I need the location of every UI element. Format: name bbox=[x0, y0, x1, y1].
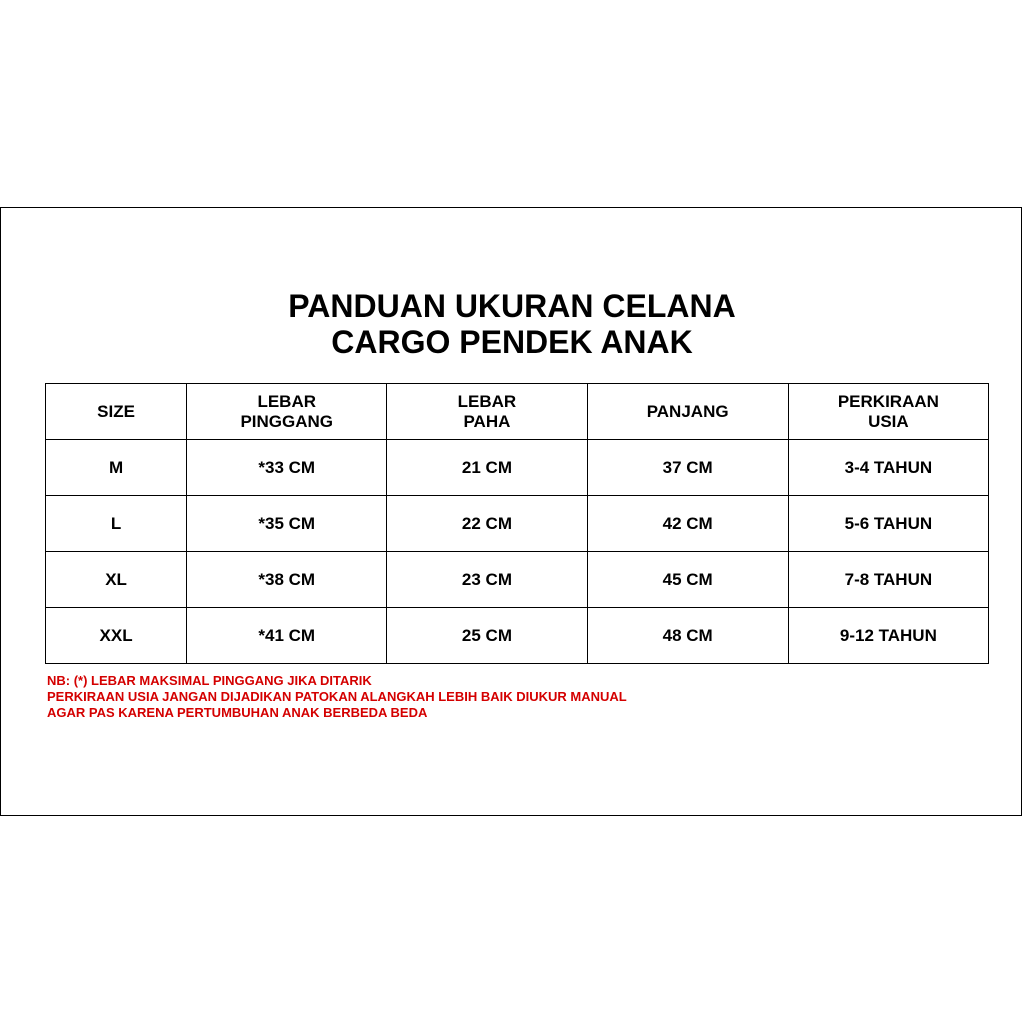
header-thigh-width-line-2: PAHA bbox=[463, 411, 511, 431]
cell-waist-width: *33 CM bbox=[187, 440, 387, 496]
header-estimated-age bbox=[788, 384, 988, 440]
table-row bbox=[46, 440, 989, 496]
cell-length: 37 CM bbox=[587, 440, 788, 496]
footnote-line-1: NB: (*) LEBAR MAKSIMAL PINGGANG JIKA DITARIK bbox=[47, 673, 372, 688]
header-thigh-width-line-1: LEBAR bbox=[457, 391, 517, 411]
table-row bbox=[46, 552, 989, 608]
title-line-1: PANDUAN UKURAN CELANA bbox=[288, 288, 736, 324]
header-estimated-age-line-1: PERKIRAAN bbox=[837, 391, 939, 411]
cell-estimated-age: 3-4 TAHUN bbox=[788, 440, 988, 496]
cell-waist-width: *38 CM bbox=[187, 552, 387, 608]
table-row bbox=[46, 496, 989, 552]
cell-length: 45 CM bbox=[587, 552, 788, 608]
table-header-row bbox=[46, 384, 989, 440]
header-length-text: PANJANG bbox=[646, 401, 729, 421]
cell-size: XXL bbox=[46, 608, 187, 664]
cell-estimated-age: 5-6 TAHUN bbox=[788, 496, 988, 552]
title-line-2: CARGO PENDEK ANAK bbox=[331, 324, 693, 360]
cell-size: M bbox=[46, 440, 187, 496]
cell-thigh-width: 21 CM bbox=[387, 440, 587, 496]
cell-thigh-width: 25 CM bbox=[387, 608, 587, 664]
header-waist-width-line-1: LEBAR bbox=[257, 391, 317, 411]
cell-waist-width: *35 CM bbox=[187, 496, 387, 552]
header-size-text: SIZE bbox=[97, 401, 135, 421]
page-title bbox=[0, 288, 1024, 360]
header-thigh-width bbox=[387, 384, 587, 440]
header-size bbox=[46, 384, 187, 440]
size-table bbox=[45, 383, 989, 664]
cell-estimated-age: 7-8 TAHUN bbox=[788, 552, 988, 608]
header-waist-width bbox=[187, 384, 387, 440]
cell-thigh-width: 23 CM bbox=[387, 552, 587, 608]
cell-size: XL bbox=[46, 552, 187, 608]
header-estimated-age-line-2: USIA bbox=[868, 411, 909, 431]
table-row bbox=[46, 608, 989, 664]
footnote-line-3: AGAR PAS KARENA PERTUMBUHAN ANAK BERBEDA BEDA bbox=[47, 705, 428, 720]
cell-length: 42 CM bbox=[587, 496, 788, 552]
cell-thigh-width: 22 CM bbox=[387, 496, 587, 552]
cell-waist-width: *41 CM bbox=[187, 608, 387, 664]
cell-size: L bbox=[46, 496, 187, 552]
footnote-line-2: PERKIRAAN USIA JANGAN DIJADIKAN PATOKAN ALANGKAH LEBIH BAIK DIUKUR MANUAL bbox=[47, 689, 627, 704]
footnotes bbox=[47, 673, 627, 721]
header-waist-width-line-2: PINGGANG bbox=[240, 411, 334, 431]
cell-length: 48 CM bbox=[587, 608, 788, 664]
cell-estimated-age: 9-12 TAHUN bbox=[788, 608, 988, 664]
header-length bbox=[587, 384, 788, 440]
